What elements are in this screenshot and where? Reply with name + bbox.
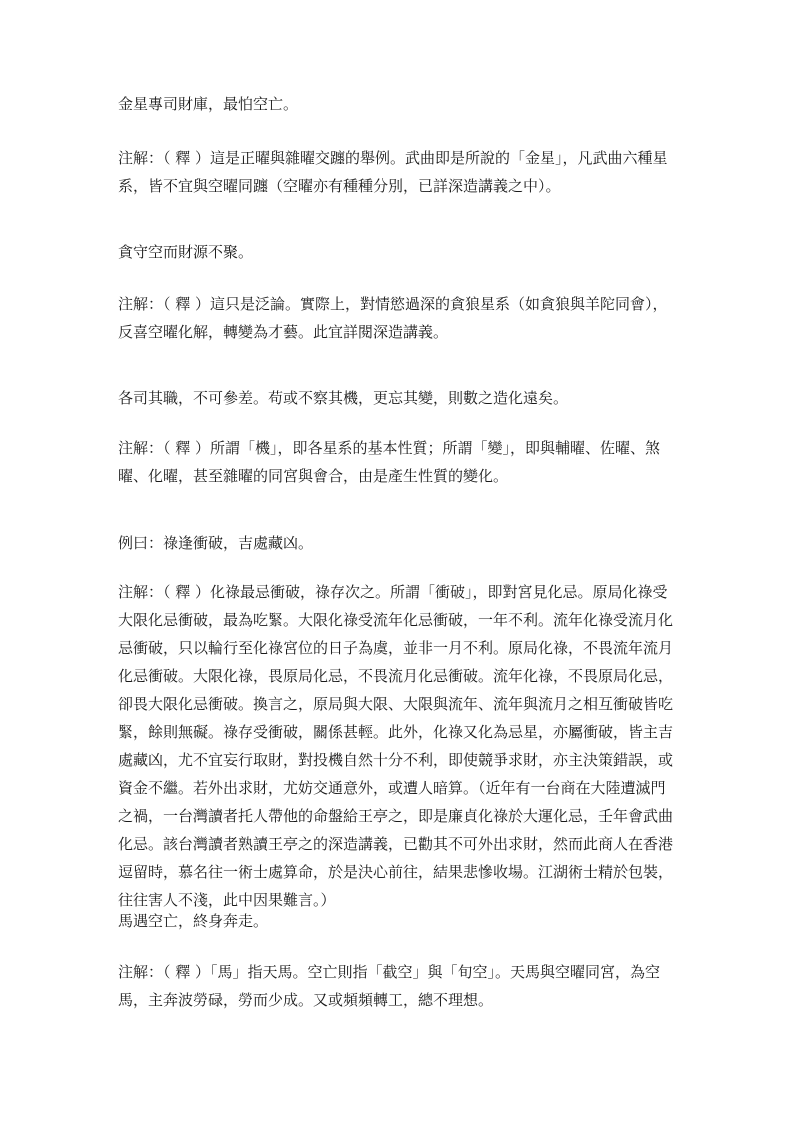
verse-2: 貪守空而財源不聚。 bbox=[118, 243, 254, 261]
verse-3: 各司其職，不可參差。苟或不察其機，更忘其變，則數之造化遠矣。 bbox=[118, 389, 569, 407]
verse-1: 金星專司財庫，最怕空亡。 bbox=[118, 95, 299, 113]
verse-4: 例曰：祿逢衝破，吉處藏凶。 bbox=[118, 534, 314, 552]
note-5: 注解：（ 釋 ）「馬」指天馬。空亡則指「截空」與「旬空」。天馬與空曜同宮，為空馬，主奔波勞碌，勞而少成。又或頻頻轉工，總不理想。 bbox=[118, 963, 661, 1009]
note-3: 注解：（ 釋 ）所謂「機」，即各星系的基本性質；所謂「變」，即與輔曜、佐曜、煞曜、化曜，甚至雜曜的同宮與會合，由是產生性質的變化。 bbox=[118, 439, 661, 485]
note-4: 注解：（ 釋 ）化祿最忌衝破，祿存次之。所謂「衝破」，即對宮見化忌。原局化祿受大限化忌衝破，最為吃緊。大限化祿受流年化忌衝破，一年不利。流年化祿受流月化忌衝破，只以輪行至化祿宮位的日子為虞，並非一月不利。原局化祿，不畏流年流月化忌衝破。大限化祿，畏原局化忌，不畏流月化忌衝破。流年化祿，不畏原局化忌，卻畏大限化忌衝破。換言之，原局與大限、大限與流年、流年與流月之相互衝破皆吃緊，餘則無礙。祿存受衝破，關係甚輕。此外，化祿又化為忌星，亦屬衝破，皆主吉處藏凶，尤不宜妄行取財，對投機自然十分不利，即使競爭求財，亦主決策錯誤，或資金不繼。若外出求財，尤妨交通意外，或遭人暗算。（近年有一台商在大陸遭滅門之禍，一台灣讀者托人帶他的命盤給王亭之，即是廉貞化祿於大運化忌，壬年會武曲化忌。該台灣讀者熟讀王亭之的深造講義，已勸其不可外出求財，然而此商人在香港逗留時，慕名往一術士處算命，於是決心前往，結果悲慘收場。江湖術士精於包裝，往往害人不淺，此中因果難言。） bbox=[118, 583, 674, 909]
note-2: 注解：（ 釋 ）這只是泛論。實際上，對情慾過深的貪狼星系（如貪狼與羊陀同會），反喜空曜化解，轉變為才藝。此宜詳閱深造講義。 bbox=[118, 295, 668, 341]
note-1: 注解：（ 釋 ）這是正曜與雜曜交躔的舉例。武曲即是所說的「金星」，凡武曲六種星系，皆不宜與空曜同躔（空曜亦有種種分別，已詳深造講義之中）。 bbox=[118, 149, 668, 195]
verse-5: 馬遇空亡，終身奔走。 bbox=[118, 912, 269, 930]
